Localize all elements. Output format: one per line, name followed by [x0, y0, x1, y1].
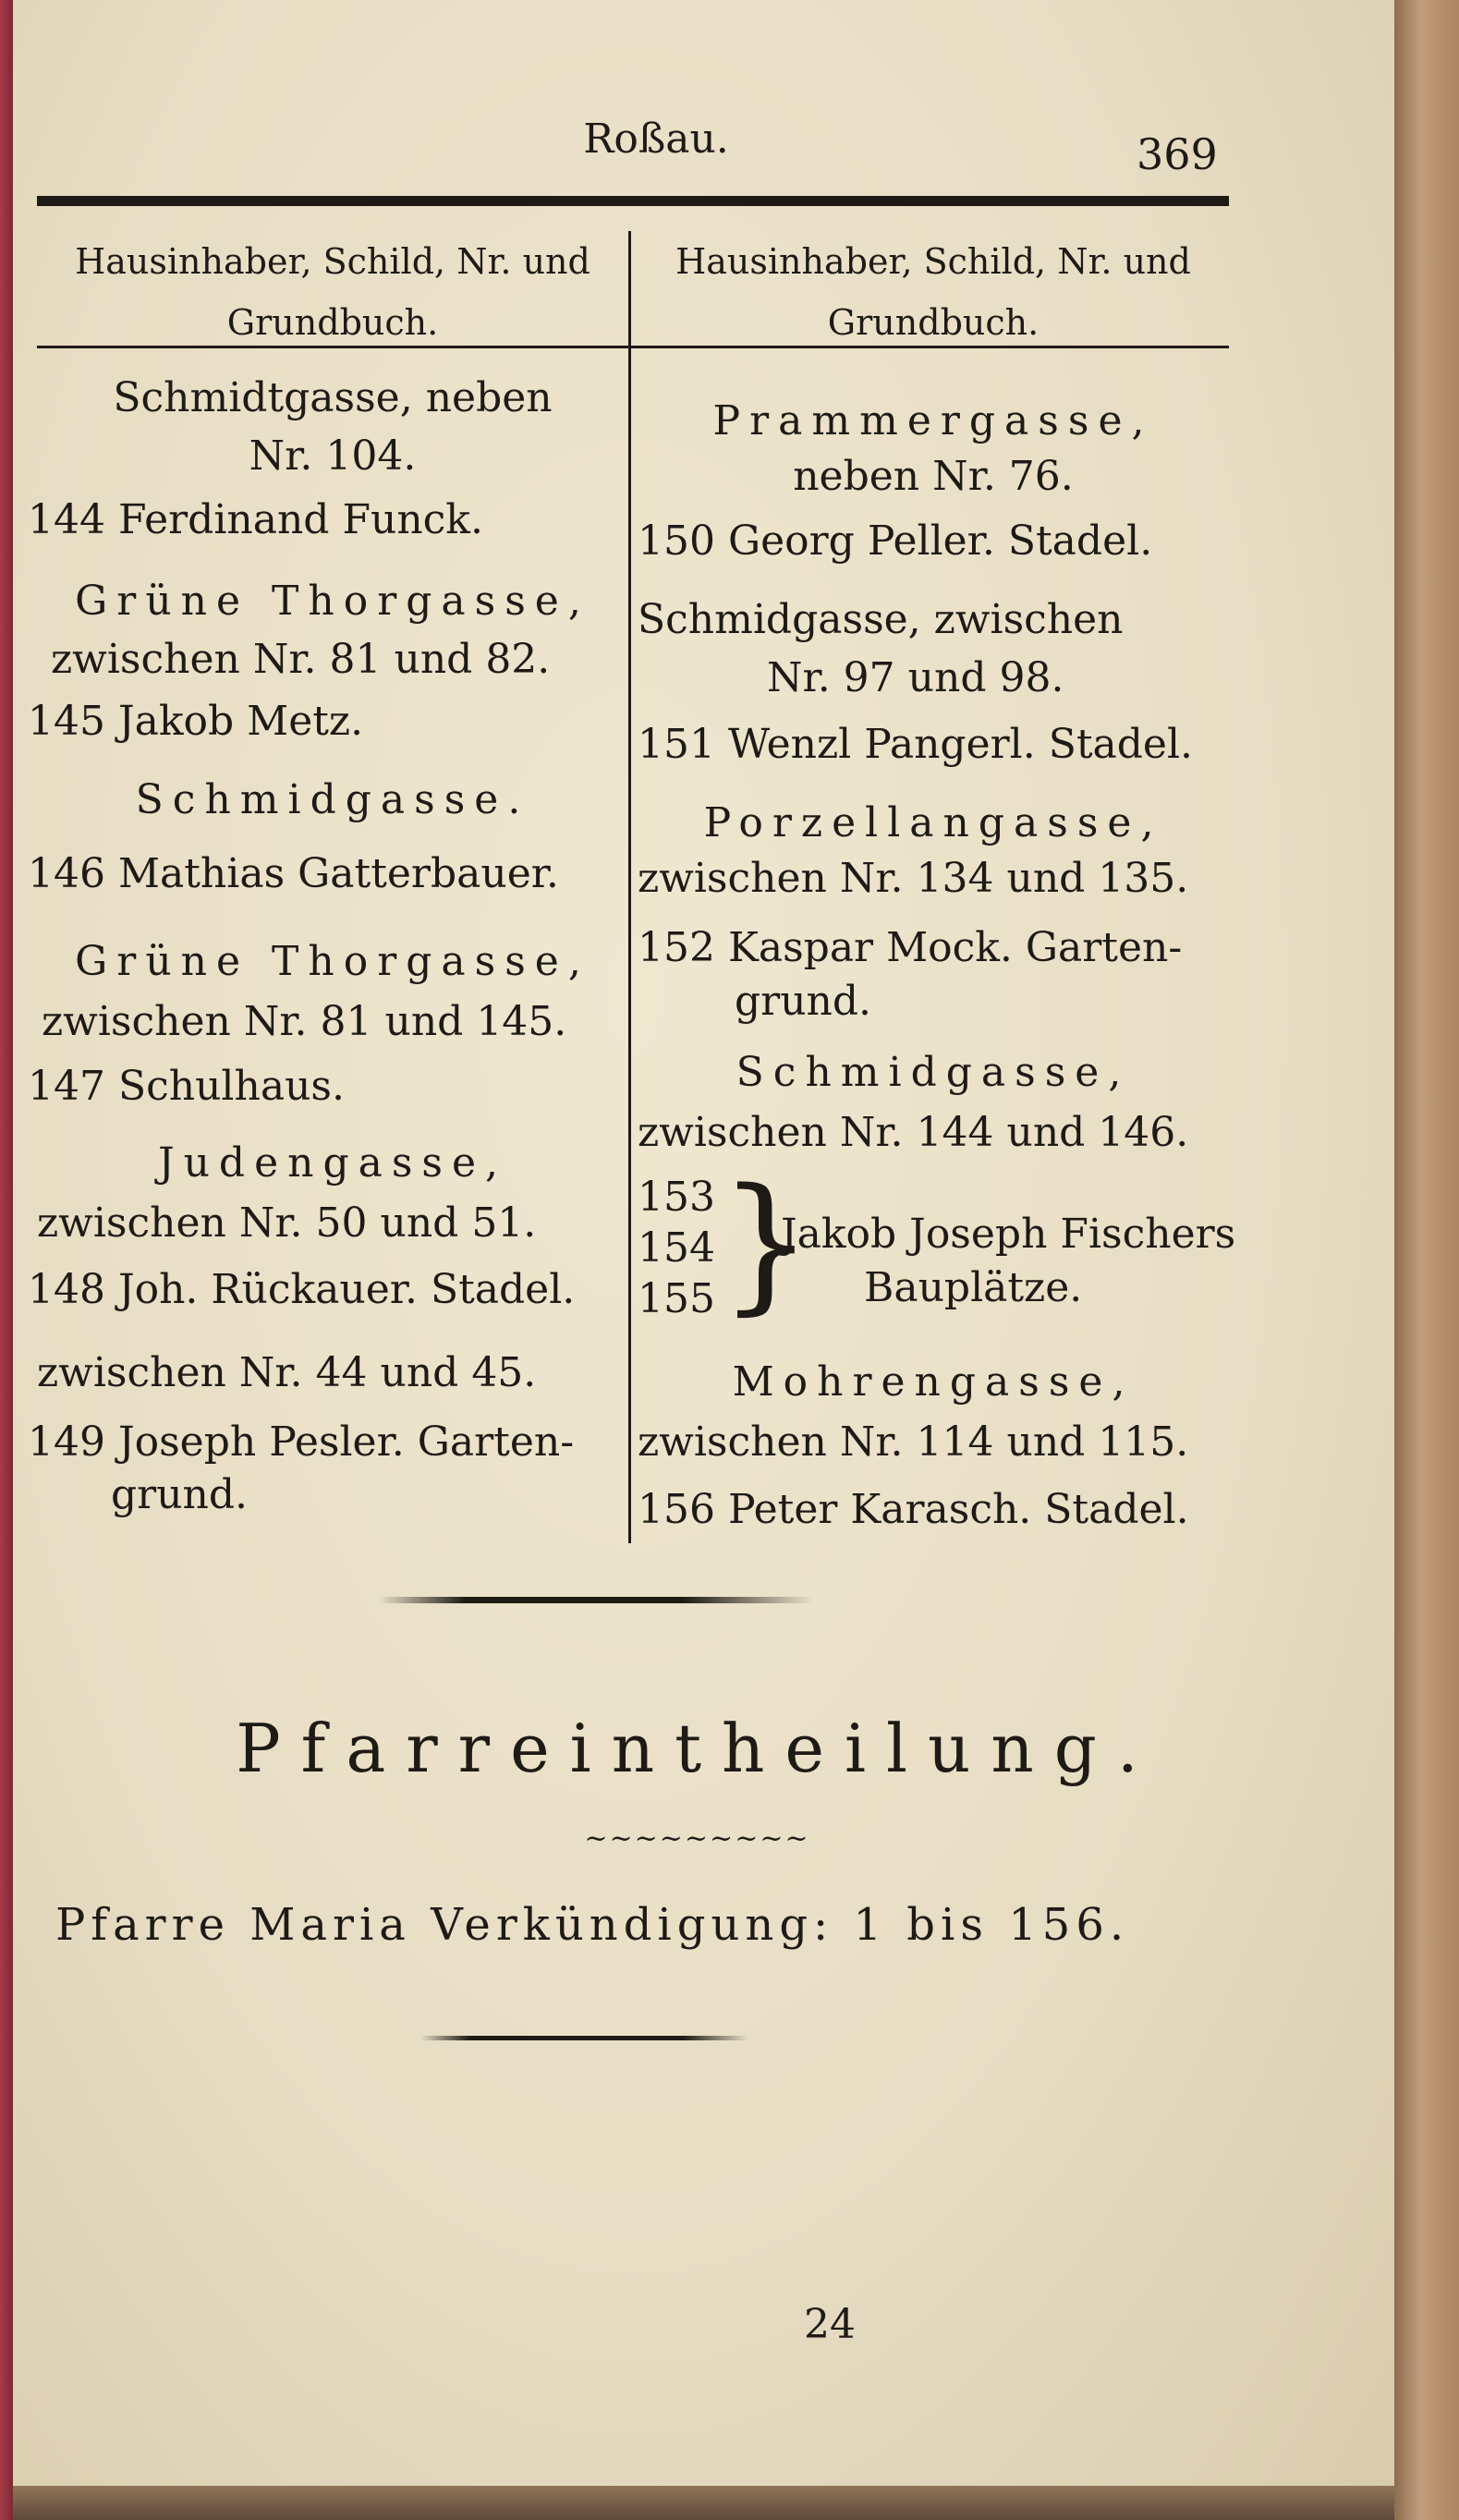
street-subheading: zwischen Nr. 134 und 135.	[638, 855, 1189, 902]
street-subheading: neben Nr. 76.	[793, 453, 1074, 500]
left-column-header: Hausinhaber, Schild, Nr. und Grundbuch.	[75, 241, 590, 343]
house-number: 154	[638, 1224, 715, 1272]
closing-divider	[420, 2036, 748, 2040]
house-entry: 147 Schulhaus.	[28, 1063, 345, 1110]
street-subheading: zwischen Nr. 114 und 115.	[638, 1418, 1189, 1466]
street-heading: Schmidgasse.	[135, 776, 530, 823]
top-rule	[37, 196, 1229, 206]
street-subheading: zwischen Nr. 44 und 45.	[37, 1349, 537, 1396]
house-entry: 144 Ferdinand Funck.	[28, 496, 483, 543]
page-edge-right	[1394, 0, 1459, 2520]
street-heading: Mohrengasse,	[732, 1358, 1135, 1406]
page-edge-bottom	[13, 2486, 1394, 2520]
house-entry-continuation: grund.	[735, 978, 872, 1025]
street-heading: Schmidtgasse, neben	[113, 374, 553, 421]
street-subheading: zwischen Nr. 81 und 145.	[42, 998, 567, 1045]
section-divider	[379, 1597, 813, 1603]
house-entry: 151 Wenzl Pangerl. Stadel.	[638, 721, 1194, 768]
brace-glyph: }	[719, 1156, 813, 1329]
street-heading: Judengasse,	[157, 1139, 508, 1187]
street-heading: Grüne Thorgasse,	[75, 938, 590, 985]
house-entry: 148 Joh. Rückauer. Stadel.	[28, 1266, 576, 1313]
street-heading: Schmidgasse,	[736, 1049, 1131, 1096]
street-subheading: zwischen Nr. 144 und 146.	[638, 1109, 1189, 1156]
page-number: 369	[1137, 129, 1218, 179]
house-entry: 149 Joseph Pesler. Garten-	[28, 1418, 575, 1466]
house-number: 153	[638, 1174, 715, 1221]
street-heading: Schmidgasse, zwischen	[638, 596, 1124, 643]
running-head: Roßau.	[583, 116, 729, 163]
house-entry-continuation: grund.	[111, 1471, 249, 1518]
header-column-divider	[628, 231, 631, 351]
parish-line: Pfarre Maria Verkündigung: 1 bis 156.	[55, 1899, 1130, 1951]
street-heading: Grüne Thorgasse,	[75, 578, 590, 625]
house-entry: 146 Mathias Gatterbauer.	[28, 850, 559, 897]
ornament-rule: ~~~~~~~~~	[584, 1822, 810, 1855]
street-subheading: Nr. 104.	[249, 432, 417, 480]
house-number: 155	[638, 1275, 715, 1322]
street-heading: Prammergasse,	[712, 397, 1154, 444]
header-rule	[37, 346, 1229, 348]
house-entry: 150 Georg Peller. Stadel.	[638, 517, 1153, 565]
page-edge-left	[0, 0, 13, 2520]
street-subheading: zwischen Nr. 81 und 82.	[51, 636, 551, 683]
house-entry: 156 Peter Karasch. Stadel.	[638, 1486, 1189, 1533]
street-subheading: Nr. 97 und 98.	[767, 654, 1064, 701]
right-column-header: Hausinhaber, Schild, Nr. und Grundbuch.	[675, 241, 1191, 343]
street-subheading: zwischen Nr. 50 und 51.	[37, 1199, 537, 1247]
house-entry: 152 Kaspar Mock. Garten-	[638, 924, 1183, 971]
column-divider	[628, 349, 631, 1543]
house-entry: 145 Jakob Metz.	[28, 698, 364, 745]
signature-mark: 24	[804, 2301, 856, 2348]
house-entry-continuation: Bauplätze.	[864, 1264, 1083, 1311]
street-heading: Porzellangasse,	[703, 799, 1163, 846]
house-entry: Jakob Joseph Fischers	[781, 1211, 1236, 1258]
section-title: Pfarreintheilung.	[236, 1710, 1159, 1787]
